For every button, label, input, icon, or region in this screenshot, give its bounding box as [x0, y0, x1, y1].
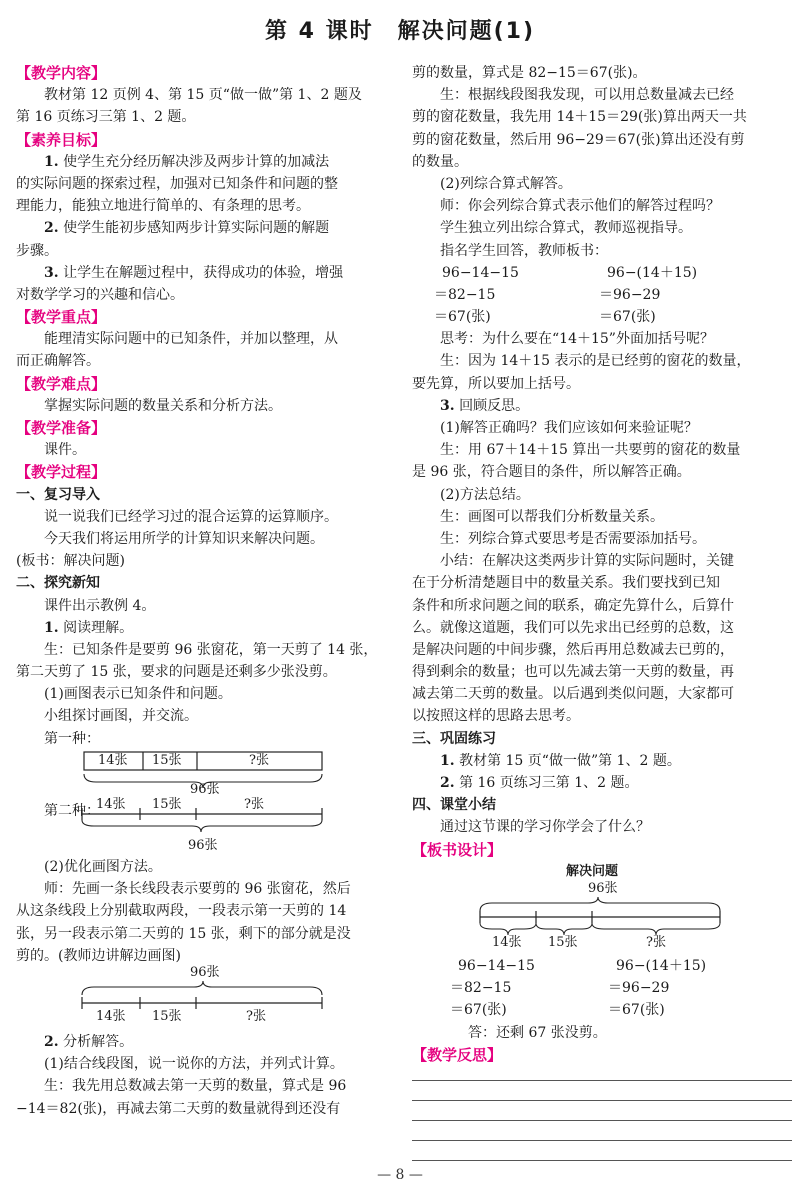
teacher-line-3: 张，另一段表示第二天剪的 15 张，剩下的部分就是没 [16, 925, 351, 942]
header-goals: 【素养目标】 [16, 130, 107, 149]
diagram-optimized [16, 964, 394, 1029]
r3-line: (2)方法总结。 [440, 486, 530, 503]
goal-2-line-2: 步骤。 [16, 242, 58, 259]
s4-line: 通过这节课的学习你学会了什么？ [440, 819, 650, 836]
step-1-line [16, 617, 394, 639]
content-line-2: 第 16 页练习三第 1、2 题。 [16, 109, 196, 126]
calc-a-3: ＝67(张) [434, 309, 491, 326]
header-process: 【教学过程】 [16, 463, 107, 482]
calc-b-3: ＝67(张) [599, 309, 656, 326]
reflection-line [412, 1140, 792, 1141]
goal-2-text: 使学生能初步感知两步计算实际问题的解题 [58, 220, 330, 237]
calc-row-3 [412, 306, 792, 328]
header-board: 【板书设计】 [412, 840, 503, 859]
reflection-line [412, 1100, 792, 1101]
goal-1-number: 1. [44, 153, 59, 170]
board-title: 解决问题 [565, 863, 618, 879]
board-answer: 答：还剩 67 张没剪。 [468, 1024, 607, 1041]
diagram-optimized-14: 14张 [96, 1008, 126, 1024]
summary-line-6: 得到剩余的数量；也可以先减去第一天剪的数量，再 [412, 664, 734, 681]
goal-1-line-1 [16, 151, 394, 173]
step-3-number: 3. [440, 397, 455, 414]
r5-line: 生：列综合算式要思考是否需要添加括号。 [440, 530, 706, 547]
analysis-line-2: 生：我先用总数减去第一天剪的数量，算式是 96 [44, 1078, 347, 1095]
teacher-line-4: 剪的。(教师边讲解边画图) [16, 947, 181, 964]
board-14: 14张 [492, 934, 522, 950]
step-2-number: 2. [44, 1033, 59, 1050]
draw-line-1: (1)画图表示已知条件和问题。 [44, 686, 232, 703]
combo-line: (2)列综合算式解答。 [440, 175, 572, 192]
draw-line-2: 小组探讨画图，并交流。 [44, 708, 198, 725]
calc-b-2: ＝96−29 [599, 286, 661, 303]
key-line-2: 而正确解答。 [16, 353, 100, 370]
calc-a-1: 96−14−15 [442, 264, 519, 281]
opt-line: (2)优化画图方法。 [44, 859, 162, 875]
board-calc-row-1 [412, 955, 792, 977]
diagram-second-total-row [16, 838, 394, 856]
step-1-text: 阅读理解。 [58, 619, 134, 636]
practice-2-line [412, 772, 792, 794]
reflection-line [412, 1120, 792, 1121]
cont-line: 剪的数量，算式是 82−15＝67(张)。 [412, 65, 647, 81]
q2-line: 学生独立列出综合算式，教师巡视指导。 [440, 220, 692, 237]
practice-1-number: 1. [440, 752, 455, 769]
page-title: 第 4 课时 解决问题(1) [264, 19, 536, 44]
r4-line: 生：画图可以帮我们分析数量关系。 [440, 508, 664, 525]
board-q: ?张 [646, 934, 666, 950]
board-calc-b-3: ＝67(张) [608, 1002, 665, 1019]
practice-2-number: 2. [440, 775, 455, 791]
goal-1-line-3: 理能力，能独立地进行简单的、有条理的思考。 [16, 198, 310, 215]
right-column [412, 62, 792, 1161]
goal-3-text: 让学生在解题过程中，获得成功的体验，增强 [58, 264, 344, 281]
diagram-second-total: 96张 [188, 838, 218, 853]
board-calc-a-3: ＝67(张) [450, 1002, 507, 1019]
board-diagram [412, 880, 792, 950]
r1-line: (1)解答正确吗？我们应该如何来验证呢？ [440, 420, 698, 436]
s1-line-2: 今天我们将运用所学的计算知识来解决问题。 [44, 530, 324, 547]
diagram-second-14: 14张 [96, 797, 126, 812]
practice-1-text: 教材第 15 页“做一做”第 1、2 题。 [454, 752, 681, 769]
header-content: 【教学内容】 [16, 64, 107, 82]
diagram-second [16, 797, 394, 838]
calc-b-1: 96−(14＋15) [607, 264, 698, 281]
summary-line-2: 在于分析清楚题目中的数量关系。我们要找到已知 [412, 575, 720, 592]
goal-2-line-1 [16, 217, 394, 239]
goal-3-number: 3. [44, 264, 59, 281]
board-15: 15张 [548, 934, 578, 950]
s2b-line-4: 的数量。 [412, 153, 468, 170]
diagram-first-total: 96张 [190, 781, 220, 797]
q3-line: 指名学生回答，教师板书： [440, 242, 608, 259]
summary-line-1: 小结：在解决这类两步计算的实际问题时，关键 [440, 553, 734, 570]
calc-row-1 [412, 262, 792, 284]
goal-3-line-2: 对数学学习的兴趣和信心。 [16, 286, 184, 303]
practice-2-text: 第 16 页练习三第 1、2 题。 [454, 775, 639, 791]
why-line-1: 生：因为 14＋15 表示的是已经剪的窗花的数量， [440, 353, 751, 370]
board-calc-b-1: 96−(14＋15) [616, 957, 707, 974]
diagram-second-svg [16, 800, 394, 838]
r2-line-2: 是 96 张，符合题目的条件，所以解答正确。 [412, 464, 691, 481]
s2-line-1: 课件出示教例 4。 [44, 597, 156, 614]
section-3-title: 三、巩固练习 [412, 730, 496, 747]
board-calc-a-2: ＝82−15 [450, 980, 512, 997]
read-line-1: 生：已知条件是要剪 96 张窗花，第一天剪了 14 张， [44, 641, 378, 658]
second-label: 第二种： [44, 802, 100, 819]
think-line: 思考：为什么要在“14＋15”外面加括号呢？ [440, 331, 714, 348]
step-3-text: 回顾反思。 [454, 397, 530, 414]
step-1-number: 1. [44, 619, 59, 636]
analysis-line-1: (1)结合线段图，说一说你的方法，并列式计算。 [44, 1056, 344, 1073]
why-line-2: 要先算，所以要加上括号。 [412, 375, 580, 392]
q1-line: 师：你会列综合算式表示他们的解答过程吗？ [440, 198, 720, 215]
diagram-second-q: ?张 [244, 797, 264, 812]
reflection-line [412, 1160, 792, 1161]
s2b-line-3: 剪的窗花数量，然后用 96−29＝67(张)算出还没有剪 [412, 131, 745, 148]
board-calc-row-2 [412, 977, 792, 999]
teacher-line-2: 从这条线段上分别截取两段，一段表示第一天剪的 14 [16, 903, 347, 920]
summary-line-8: 以按照这样的思路去思考。 [412, 708, 580, 725]
step-3-line [412, 395, 792, 417]
diagram-optimized-total: 96张 [190, 964, 220, 980]
prep-line: 课件。 [44, 442, 86, 459]
header-difficulty: 【教学难点】 [16, 374, 107, 393]
diagram-first-15: 15张 [152, 752, 182, 768]
header-key: 【教学重点】 [16, 308, 107, 327]
left-column [16, 62, 394, 1120]
teacher-line-1: 师：先画一条长线段表示要剪的 96 张窗花，然后 [44, 881, 351, 898]
diagram-optimized-15: 15张 [152, 1008, 182, 1024]
section-2-title: 二、探究新知 [16, 575, 100, 592]
s1-line-3: (板书：解决问题) [16, 553, 125, 570]
diagram-first-q: ?张 [249, 752, 269, 768]
key-line-1: 能理清实际问题中的已知条件，并加以整理，从 [44, 331, 338, 348]
s2b-line-2: 剪的窗花数量，我先用 14＋15＝29(张)算出两天一共 [412, 109, 747, 126]
r2-line-1: 生：用 67＋14＋15 算出一共要剪的窗花的数量 [440, 442, 741, 459]
board-total: 96张 [588, 880, 618, 896]
analysis-line-3: −14＝82(张)，再减去第二天剪的数量就得到还没有 [16, 1100, 341, 1117]
goal-1-text: 使学生充分经历解决涉及两步计算的加减法 [58, 153, 330, 170]
diagram-optimized-q: ?张 [246, 1008, 266, 1024]
board-calc-b-2: ＝96−29 [608, 980, 670, 997]
section-4-title: 四、课堂小结 [412, 797, 496, 814]
summary-line-5: 是解决问题的中间步骤，然后再用总数减去已剪的， [412, 641, 734, 658]
step-2-text: 分析解答。 [58, 1033, 134, 1050]
reflection-lines [412, 1080, 792, 1161]
read-line-2: 第二天剪了 15 张，要求的问题是还剩多少张没剪。 [16, 664, 337, 681]
goal-2-number: 2. [44, 220, 59, 237]
difficulty-line: 掌握实际问题的数量关系和分析方法。 [44, 397, 282, 414]
diagram-second-15: 15张 [152, 797, 182, 812]
board-calc-a-1: 96−14−15 [458, 957, 535, 974]
section-1-title: 一、复习导入 [16, 486, 100, 503]
header-prep: 【教学准备】 [16, 419, 107, 437]
goal-1-line-2: 的实际问题的探索过程，加强对已知条件和问题的整 [16, 175, 338, 192]
content-line-1: 教材第 12 页例 4、第 15 页“做一做”第 1、2 题及 [44, 87, 362, 104]
diagram-first-14: 14张 [98, 752, 128, 768]
header-reflect: 【教学反思】 [412, 1045, 503, 1064]
page-number: — 8 — [377, 1167, 423, 1183]
goal-3-line-1 [16, 262, 394, 284]
calc-a-2: ＝82−15 [434, 286, 496, 303]
reflection-line [412, 1080, 792, 1081]
summary-line-7: 减去第二天剪的数量。以后遇到类似问题，大家都可 [412, 686, 734, 703]
diagram-first [16, 750, 394, 796]
summary-line-3: 条件和所求问题之间的联系，确定先算什么，后算什 [412, 597, 734, 614]
calc-row-2 [412, 284, 792, 306]
first-label: 第一种： [44, 730, 100, 747]
board-calc-row-3 [412, 999, 792, 1021]
step-2-line [16, 1031, 394, 1053]
summary-line-4: 么。就像这道题，我们可以先求出已经剪的总数，这 [412, 619, 734, 636]
s1-line-1: 说一说我们已经学习过的混合运算的运算顺序。 [44, 508, 338, 525]
s2b-line-1: 生：根据线段图我发现，可以用总数量减去已经 [440, 87, 734, 104]
practice-1-line [412, 750, 792, 772]
